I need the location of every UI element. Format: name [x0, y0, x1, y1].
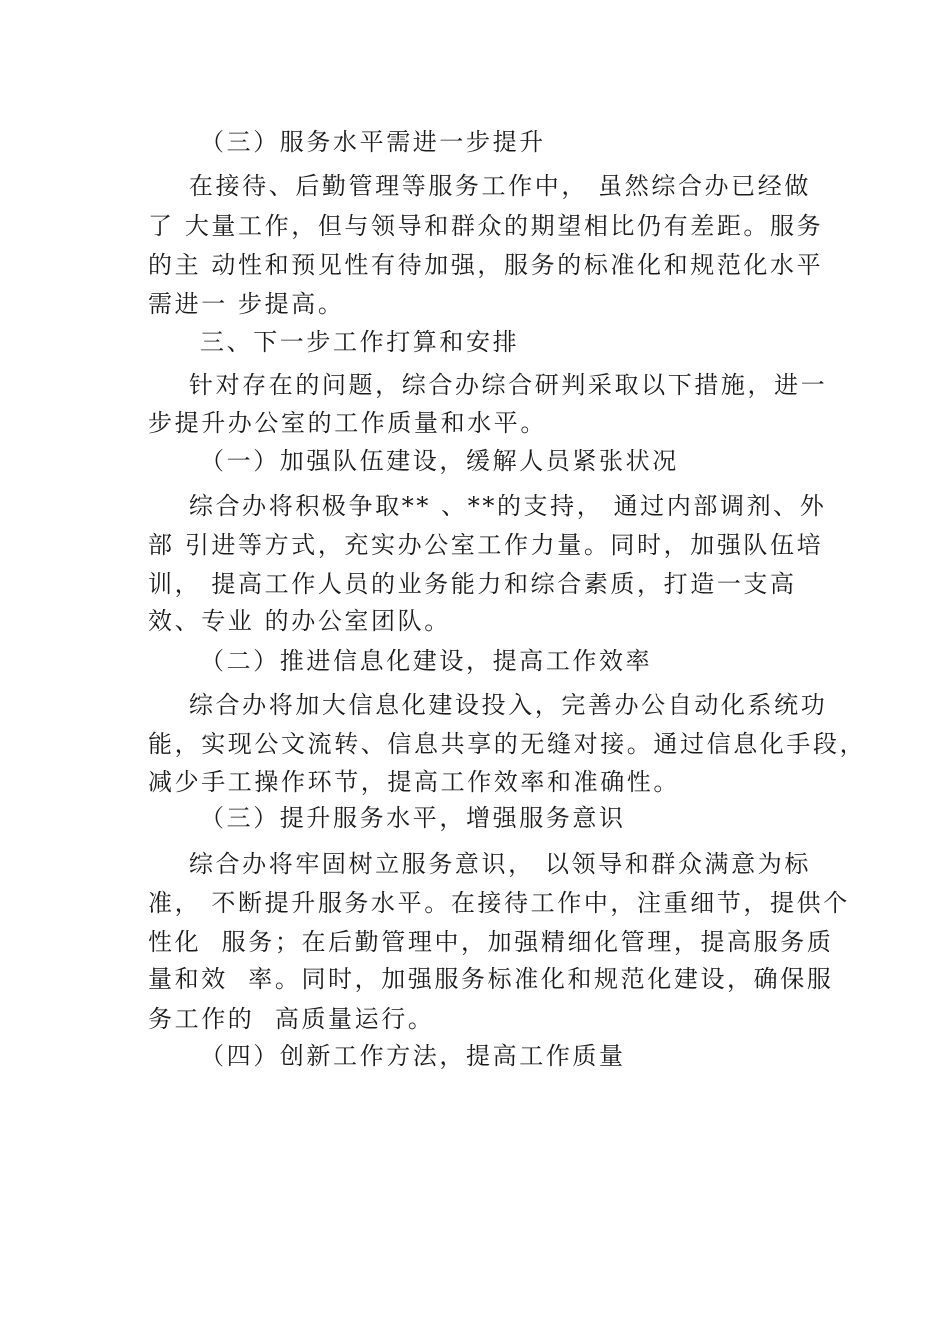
paragraph-line: 性化 服务；在后勤管理中，加强精细化管理，提高服务质 [148, 928, 834, 956]
paragraph-line: 针对存在的问题，综合办综合研判采取以下措施，进一 [148, 371, 828, 399]
section-heading-next-steps: 三、下一步工作打算和安排 [200, 328, 520, 356]
paragraph-line: 步提升办公室的工作质量和水平。 [148, 409, 547, 437]
paragraph-line: 减少手工操作环节，提高工作效率和准确性。 [148, 768, 680, 796]
paragraph-line: 综合办将加大信息化建设投入，完善办公自动化系统功 [148, 691, 828, 719]
paragraph-line: 综合办将积极争取** 、**的支持， 通过内部调剂、外 [148, 492, 827, 520]
paragraph-line: 综合办将牢固树立服务意识， 以领导和群众满意为标 [148, 850, 811, 878]
paragraph-line: 在接待、后勤管理等服务工作中， 虽然综合办已经做 [148, 172, 811, 200]
paragraph-line: 量和效 率。同时，加强服务标准化和规范化建设，确保服 [148, 965, 834, 993]
section-heading-service-level: （三）服务水平需进一步提升 [200, 128, 546, 156]
section-heading-team-building: （一）加强队伍建设，缓解人员紧张状况 [200, 447, 679, 475]
section-heading-service-awareness: （三）提升服务水平，增强服务意识 [200, 804, 626, 832]
section-heading-innovation: （四）创新工作方法，提高工作质量 [200, 1042, 626, 1070]
paragraph-line: 需进一 步提高。 [148, 290, 345, 318]
paragraph-line: 训， 提高工作人员的业务能力和综合素质，打造一支高 [148, 570, 797, 598]
paragraph-line: 部 引进等方式，充实办公室工作力量。同时，加强队伍培 [148, 531, 824, 559]
paragraph-line: 了 大量工作，但与领导和群众的期望相比仍有差距。服务 [148, 212, 824, 240]
section-heading-informatization: （二）推进信息化建设，提高工作效率 [200, 647, 653, 675]
paragraph-line: 效、专业 的办公室团队。 [148, 607, 451, 635]
paragraph-line: 能，实现公文流转、信息共享的无缝对接。通过信息化手段， [148, 730, 867, 758]
paragraph-line: 准， 不断提升服务水平。在接待工作中，注重细节，提供个 [148, 889, 850, 917]
paragraph-line: 务工作的 高质量运行。 [148, 1005, 435, 1033]
paragraph-line: 的主 动性和预见性有待加强，服务的标准化和规范化水平 [148, 251, 824, 279]
